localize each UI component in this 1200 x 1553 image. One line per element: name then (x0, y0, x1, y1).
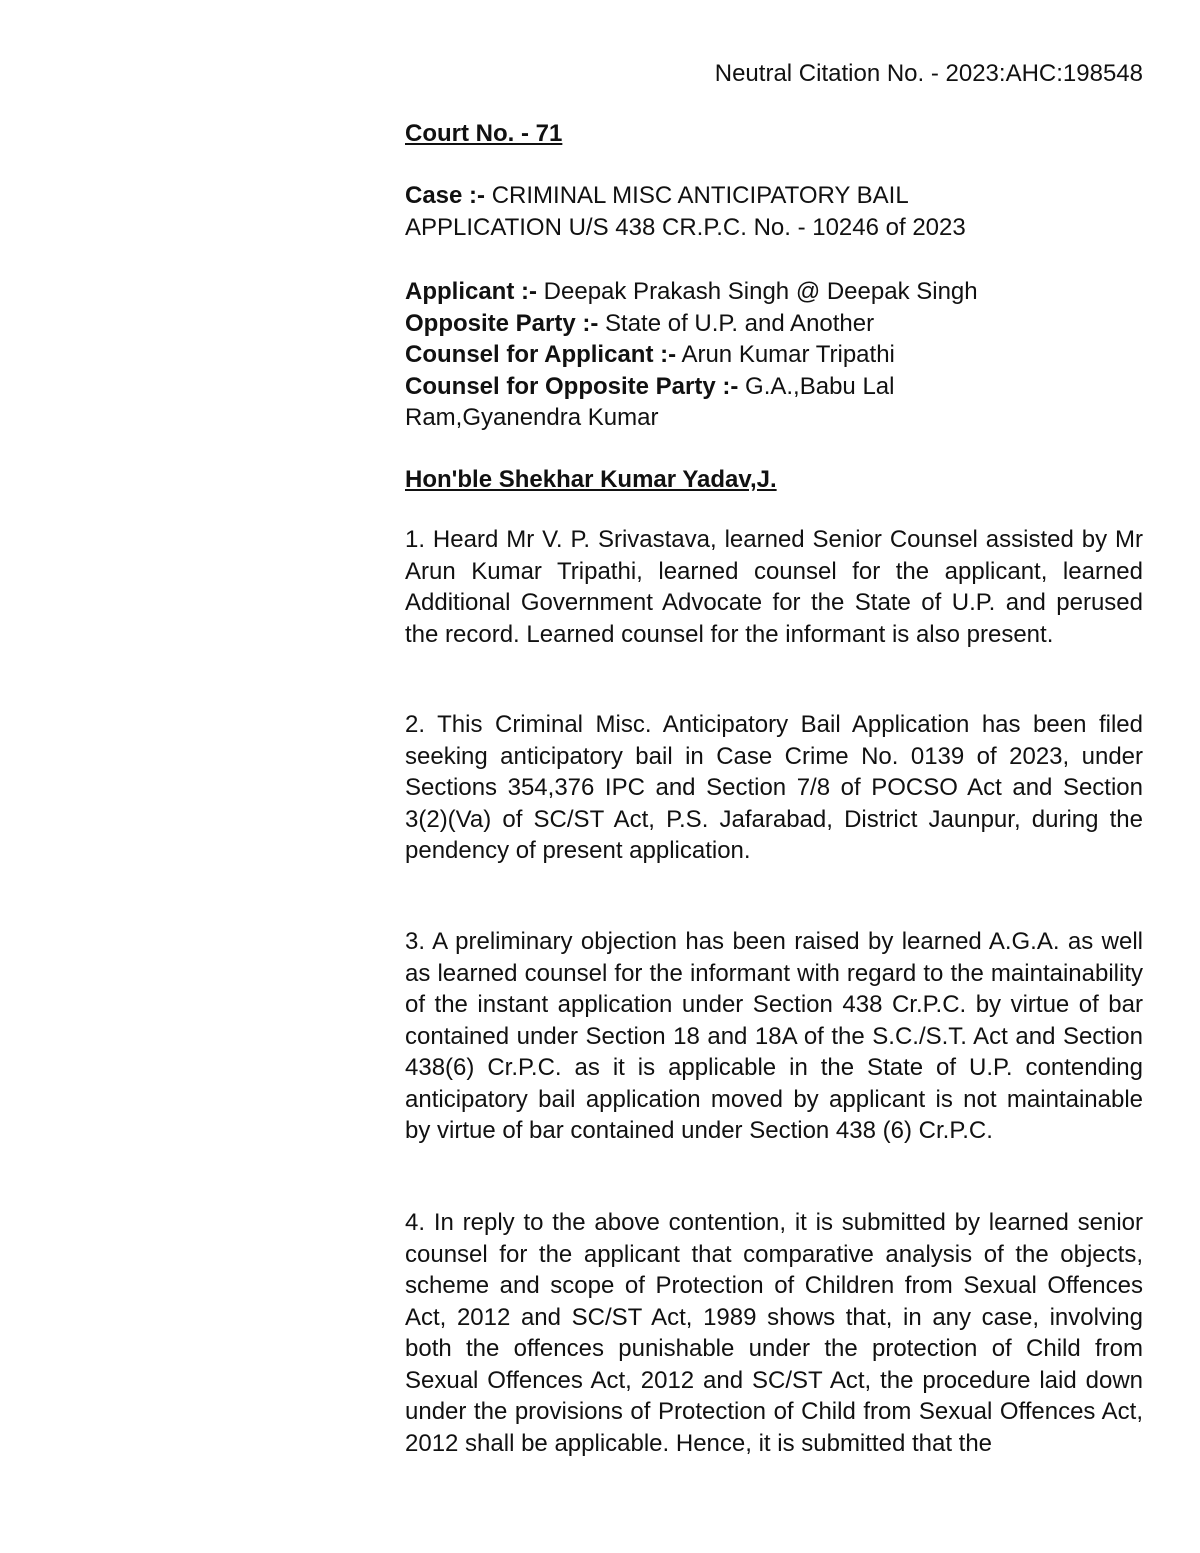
opposite-party-value: State of U.P. and Another (598, 309, 875, 337)
applicant-value: Deepak Prakash Singh @ Deepak Singh (537, 278, 978, 305)
parties-block (405, 276, 1143, 434)
paragraph-4: 4. In reply to the above contention, it is submitted by learned senior counsel for the applicant that comparative analysis of the objects, scheme and scope of Protection of Children from Sexual Offences Act, 2012 and SC/ST Act, 1989 shows that, in any case, involving both the offences punishable under the protection of Child from Sexual Offences Act, 2012 and SC/ST Act, the procedure laid down under the provisions of Protection of Child from Sexual Offences Act, 2012 shall be applicable. Hence, it is submitted that the (405, 1209, 1143, 1457)
neutral-citation: Neutral Citation No. - 2023:AHC:198548 (714, 60, 1143, 87)
paragraph-2: 2. This Criminal Misc. Anticipatory Bail Application has been filed seeking anticipatory bail in Case Crime No. 0139 of 2023, under Sections 354,376 IPC and Section 7/8 of POCSO Act and Section 3(2)(Va) of SC/ST Act, P.S. Jafarabad, District Jaunpur, during the pendency of present application. (405, 711, 1143, 864)
case-line-1 (405, 180, 1143, 212)
opposite-party-line (405, 308, 1143, 340)
applicant-line (405, 276, 1143, 308)
judge-name: Hon'ble Shekhar Kumar Yadav,J. (405, 466, 777, 493)
case-text-1: CRIMINAL MISC ANTICIPATORY BAIL (485, 182, 909, 209)
case-details (405, 180, 1143, 243)
judge-block (405, 464, 1143, 496)
counsel-applicant-line (405, 339, 1143, 371)
counsel-opposite-value-2: Ram,Gyanendra Kumar (405, 404, 659, 431)
opposite-party-label: Opposite Party :- (405, 309, 599, 337)
case-text-2: APPLICATION U/S 438 CR.P.C. No. - 10246 of 2023 (405, 213, 966, 241)
counsel-opposite-label: Counsel for Opposite Party :- (405, 372, 739, 400)
counsel-opposite-value-1: G.A.,Babu Lal (738, 372, 895, 400)
counsel-applicant-label: Counsel for Applicant :- (405, 341, 677, 368)
court-number-text: Court No. - 71 (405, 120, 563, 147)
counsel-applicant-value: Arun Kumar Tripathi (676, 341, 895, 368)
paragraph-3: 3. A preliminary objection has been raised by learned A.G.A. as well as learned counsel for the informant with regard to the maintainability of the instant application under Section 438 Cr.P.C. by virtue of bar contained under Section 18 and 18A of the S.C./S.T. Act and Section 438(6) Cr.P.C. as it is applicable in the State of U.P. contending anticipatory bail application moved by applicant is not maintainable by virtue of bar contained under Section 438 (6) Cr.P.C. (405, 928, 1143, 1144)
applicant-label: Applicant :- (405, 278, 537, 305)
counsel-opposite-line (405, 371, 1143, 403)
court-number (405, 118, 1143, 150)
case-label: Case :- (405, 182, 486, 209)
paragraph-1: 1. Heard Mr V. P. Srivastava, learned Senior Counsel assisted by Mr Arun Kumar Tripathi, learned counsel for the applicant, learned Additional Government Advocate for the State of U.P. and perused the record. Learned counsel for the informant is also present. (405, 526, 1143, 648)
